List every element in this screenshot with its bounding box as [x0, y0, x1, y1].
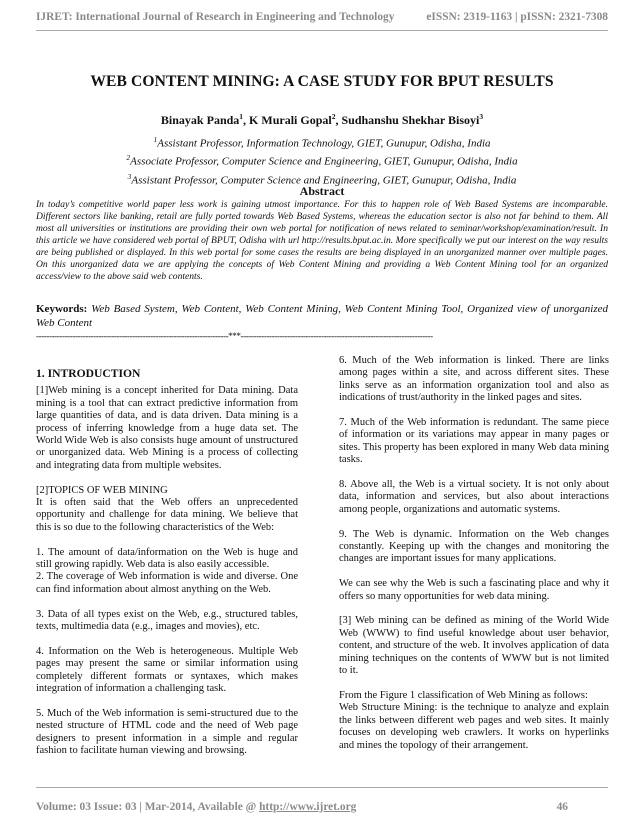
- paragraph: [1]Web mining is a concept inherited for Data mining. Data mining is a tool that can extract predictive information from large quantities of data, and is data driven. Data mining is a process of inferring knowledge from a huge data set. The World Wide Web is also consists huge amount of unstructured or unorganized data. Web Mining is a process of collecting and integrating data from multiple websites.: [36, 385, 298, 471]
- list-item-text-1: 1. The amount of data/information on the Web is huge and still growing rapidly. Web data is also easily accessible.: [36, 546, 298, 571]
- list-item: [36, 547, 298, 597]
- journal-link[interactable]: http://www.ijret.org: [259, 801, 357, 813]
- author-sup: 2: [331, 112, 336, 121]
- section-separator: --------------------------------------------------------------------------***--------------------------------------------------------------------------: [36, 331, 433, 341]
- author-sup: 1: [239, 112, 244, 121]
- section-heading-introduction: 1. INTRODUCTION: [36, 367, 141, 380]
- affiliation-sup: 2: [126, 153, 131, 163]
- affiliation: [36, 133, 608, 151]
- list-item: 6. Much of the Web information is linked. There are links among pages within a site, and across different sites. These links serve as an information organization tool and also as indications of trust/authority in the linked pages and sites.: [339, 355, 609, 404]
- affiliation-text: Assistant Professor, Computer Science and Engineering, GIET, Gunupur, Odisha, India: [131, 174, 517, 187]
- list-item-text-2: 2. The coverage of Web information is wide and diverse. One can find information about almost anything on the Web.: [36, 571, 298, 595]
- page-number: 46: [556, 801, 568, 813]
- author-sup: 3: [479, 112, 484, 121]
- affiliation-sup: 3: [127, 171, 132, 181]
- affiliation-text: Assistant Professor, Information Technology, GIET, Gunupur, Odisha, India: [157, 137, 491, 150]
- list-item: 4. Information on the Web is heterogeneous. Multiple Web pages may present the same or similar information using completely different formats or syntaxes, which makes integration of information a challenging task.: [36, 645, 298, 695]
- author-name: K Murali Gopal: [249, 113, 332, 127]
- footer-volume: [36, 801, 356, 813]
- list-item: 5. Much of the Web information is semi-structured due to the nested structure of HTML code and the need of Web page designers to present information in a simple and regular fashion to facilitate human viewing and browsing.: [36, 707, 298, 757]
- list-item: 3. Data of all types exist on the Web, e.g., structured tables, texts, multimedia data (e.g., images and movies), etc.: [36, 608, 298, 633]
- affiliations: [36, 133, 608, 188]
- topics-heading: [2]TOPICS OF WEB MINING: [36, 484, 168, 496]
- author-name: Binayak Panda: [160, 113, 240, 127]
- list-item: 9. The Web is dynamic. Information on the Web changes constantly. Keeping up with the changes and monitoring the changes are important issues for many applications.: [339, 528, 609, 565]
- header-rule: [36, 30, 608, 31]
- author-name: Sudhanshu Shekhar Bisoyi: [341, 113, 480, 127]
- list-item: 7. Much of the Web information is redundant. The same piece of information or its variations may appear in many pages or sites. This property has been explored in many Web data mining tasks.: [339, 417, 609, 466]
- paragraph: [3] Web mining can be defined as mining of the World Wide Web (WWW) to find useful knowledge about user behavior, content, and structure of the web. It involves application of data mining techniques on the contents of WWW but is not limited to it.: [339, 615, 609, 677]
- paragraph: It is often said that the Web offers an unprecedented opportunity and challenge for data mining. We believe that this is so due to the following characteristics of the Web:: [36, 497, 298, 533]
- paper-title: WEB CONTENT MINING: A CASE STUDY FOR BPUT RESULTS: [90, 73, 554, 90]
- issn: eISSN: 2319-1163 | pISSN: 2321-7308: [426, 11, 608, 23]
- page-header: [36, 11, 608, 23]
- left-column: [36, 353, 298, 770]
- list-item: 8. Above all, the Web is a virtual society. It is not only about data, information and services, but also about interactions among people, organizations and automatic systems.: [339, 479, 609, 515]
- affiliation-text: Associate Professor, Computer Science and Engineering, GIET, Gunupur, Odisha, India: [130, 156, 518, 169]
- figure-intro: From the Figure 1 classification of Web Mining as follows:: [339, 689, 588, 701]
- abstract-heading: Abstract: [299, 184, 345, 198]
- affiliation: [36, 151, 608, 169]
- affiliation-sup: 1: [153, 135, 158, 144]
- footer-rule: [36, 787, 608, 788]
- keywords: [36, 302, 608, 330]
- authors: Binayak Panda$^1$, K Murali Gopal$^2$, Sudhanshu Shekhar Bisoyi$^3$: [160, 112, 484, 127]
- abstract-text: In today’s competitive world paper less work is gaining utmost importance. For this to happen role of Web Based Systems are incomparable. Different sectors like banking, retail are fully ported towards Web Based Systems, whereas the education sector is also not far behind to them. All most all universities or institutions are providing their own web portal for notification of news related to seminar/workshop/examination/result. In this article we have considered web portal of BPUT, Odisha with url http://results.bput.ac.in. More specifically we put our interest on the way results are being published or displayed. In this web portal for some cases the results are being displayed in an unorganized manner over multiple pages. On this unorganized data we are applying the concepts of Web Content Mining and providing a Web Content Mining tool for an organized access/view to the above said web contents.: [36, 199, 608, 282]
- keywords-label: Keywords:: [36, 303, 88, 315]
- keywords-text: Web Based System, Web Content, Web Content Mining, Web Content Mining Tool, Organized view of unorganized Web Content: [36, 303, 609, 329]
- page-footer: [36, 801, 608, 813]
- journal-name: IJRET: International Journal of Research in Engineering and Technology: [36, 11, 395, 23]
- paragraph: We can see why the Web is such a fascinating place and why it offers so many opportunities for web data mining.: [339, 578, 609, 602]
- footer-volume-text: Volume: 03 Issue: 03 | Mar-2014, Available @: [36, 801, 260, 813]
- right-column: [339, 355, 609, 764]
- paragraph: Web Structure Mining: is the technique to analyze and explain the links between different web pages and web sites. It mainly focuses on developing web crawlers. It works on hyperlinks and mines the topology of their arrangement.: [339, 702, 609, 751]
